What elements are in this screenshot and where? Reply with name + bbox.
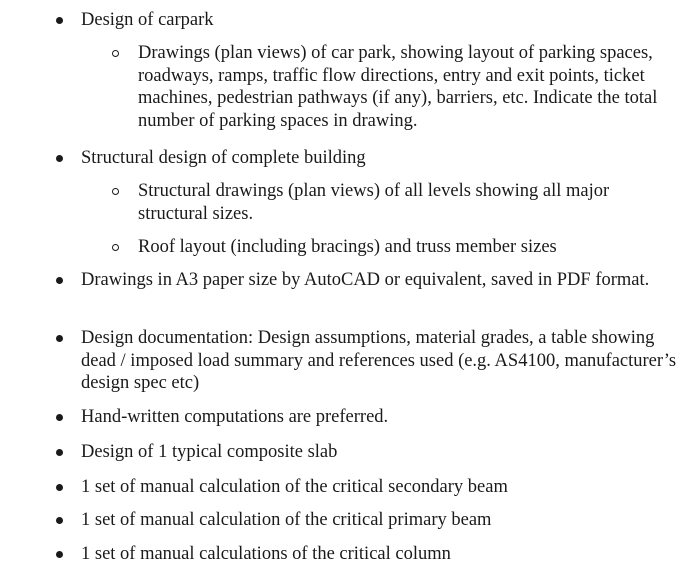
list-item-text: 1 set of manual calculation of the critical secondary beam bbox=[81, 477, 508, 497]
list-item bbox=[81, 147, 681, 170]
list-item bbox=[81, 441, 681, 464]
list-item bbox=[81, 406, 681, 429]
list-item-text: Design of 1 typical composite slab bbox=[81, 442, 338, 462]
list-item-text: Drawings in A3 paper size by AutoCAD or equivalent, saved in PDF format. bbox=[81, 270, 650, 290]
list-item bbox=[81, 9, 681, 32]
sub-list-item bbox=[138, 236, 683, 259]
list-item-text: Drawings (plan views) of car park, showing layout of parking spaces, roadways, ramps, traffic flow directions, entry and exit points, ticket machines, pedestrian pathways (if any), barriers, etc. Indicate the total number of parking spaces in drawing. bbox=[138, 43, 658, 131]
list-item bbox=[81, 543, 681, 566]
bullet-icon bbox=[56, 155, 63, 162]
bullet-icon bbox=[56, 551, 63, 558]
list-item-text: Roof layout (including bracings) and truss member sizes bbox=[138, 237, 557, 257]
list-item-text: Hand-written computations are preferred. bbox=[81, 407, 389, 427]
list-item bbox=[81, 476, 681, 499]
list-item bbox=[81, 327, 681, 395]
sub-list-item bbox=[138, 180, 683, 225]
bullet-icon bbox=[56, 484, 63, 491]
bullet-icon bbox=[56, 277, 63, 284]
list-item-text: Design of carpark bbox=[81, 10, 214, 30]
list-item bbox=[81, 509, 681, 532]
hollow-bullet-icon bbox=[112, 188, 119, 195]
bullet-icon bbox=[56, 517, 63, 524]
bullet-icon bbox=[56, 449, 63, 456]
hollow-bullet-icon bbox=[112, 50, 119, 57]
list-item bbox=[81, 269, 681, 292]
list-item-text: Structural drawings (plan views) of all levels showing all major structural sizes. bbox=[138, 181, 610, 224]
hollow-bullet-icon bbox=[112, 244, 119, 251]
bullet-icon bbox=[56, 414, 63, 421]
bullet-icon bbox=[56, 17, 63, 24]
sub-list-item bbox=[138, 42, 683, 132]
list-item-text: 1 set of manual calculation of the critical primary beam bbox=[81, 510, 492, 530]
bullet-icon bbox=[56, 335, 63, 342]
list-item-text: 1 set of manual calculations of the critical column bbox=[81, 544, 451, 564]
list-item-text: Design documentation: Design assumptions, material grades, a table showing dead / imposed load summary and references used (e.g. AS4100, manufacturer’s design spec etc) bbox=[81, 328, 677, 393]
list-item-text: Structural design of complete building bbox=[81, 148, 366, 168]
